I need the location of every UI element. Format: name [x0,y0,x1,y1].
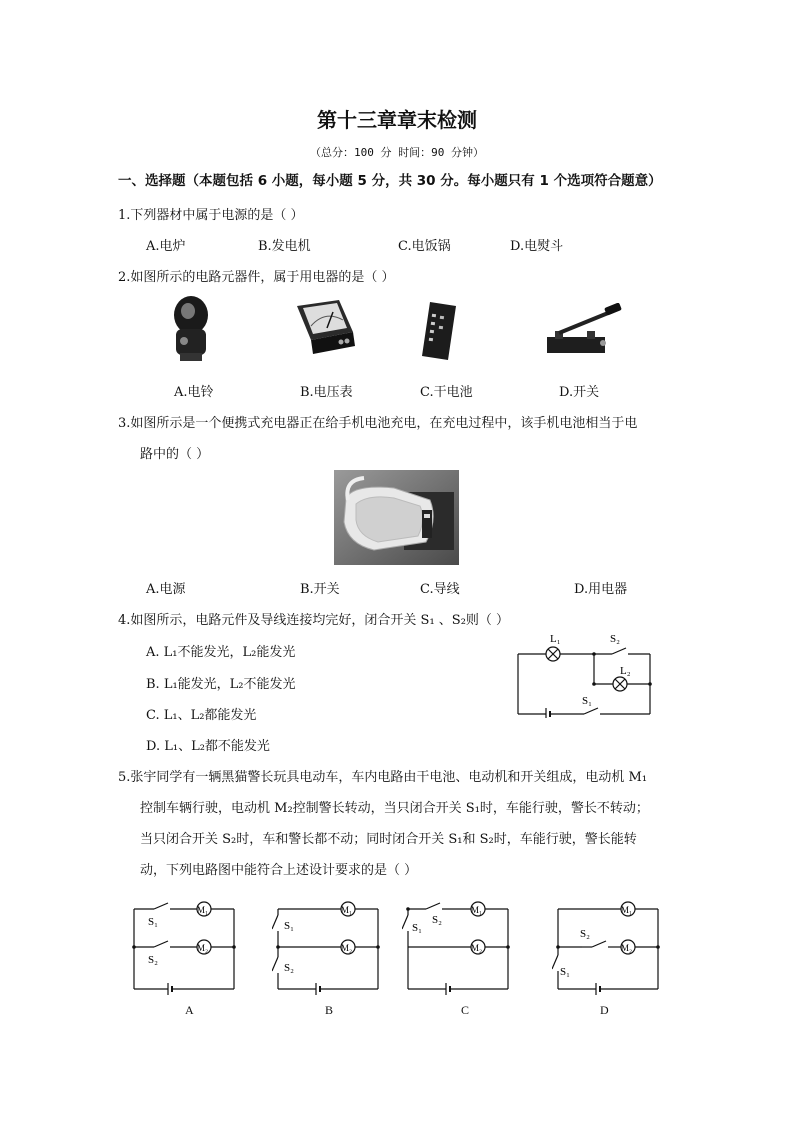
page-title: 第十三章章末检测 [317,108,477,132]
question-1-stem: 1.下列器材中属于电源的是（ ） [118,208,304,223]
q1-option-c: C.电饭锅 [398,239,451,254]
knife-switch-image [543,303,625,359]
q5-circuit-a [128,895,240,995]
section-heading: 一、选择题（本题包括 6 小题，每小题 5 分，共 30 分。每小题只有 1 个选项符合题意） [118,173,662,189]
d-m1-label: M₁ [621,905,633,915]
q3-option-b: B.开关 [300,582,340,597]
b-m2-label: M₂ [341,943,353,953]
q5-label-d: D [600,1003,609,1017]
q1-option-a: A.电炉 [146,239,186,254]
q5-circuit-b [272,895,384,995]
s2-label: S₂ [610,633,620,645]
q2-option-b: B.电压表 [300,385,353,400]
c-m2-label: M₂ [471,943,483,953]
q3-option-c: C.导线 [420,582,460,597]
question-3-stem-line-1: 3.如图所示是一个便携式充电器正在给手机电池充电，在充电过程中，该手机电池相当于电 [118,416,638,431]
q4-circuit-diagram [512,630,657,718]
q2-option-a: A.电铃 [174,385,214,400]
q4-option-d: D. L₁、L₂都不能发光 [146,739,270,754]
q5-label-b: B [325,1003,334,1017]
q5-circuit-c [402,895,514,995]
d-s1-label: S₁ [560,966,570,978]
c-m1-label: M₁ [471,905,483,915]
question-5-line-1: 5.张宇同学有一辆黑猫警长玩具电动车，车内电路由干电池、电动机和开关组成，电动机 M₁ [118,770,648,785]
q4-option-a: A. L₁不能发光，L₂能发光 [146,645,296,660]
b-s2-label: S₂ [284,962,294,974]
exam-info: （总分：100 分 时间：90 分钟） [310,146,484,159]
a-s2-label: S₂ [148,954,158,966]
question-4-stem: 4.如图所示，电路元件及导线连接均完好，闭合开关 S₁ 、S₂则（ ） [118,613,510,628]
q3-option-d: D.用电器 [574,582,628,597]
question-5-line-3: 当只闭合开关 S₂时，车和警长都不动；同时闭合开关 S₁和 S₂时，车能行驶，警长能转 [140,832,637,847]
d-s2-label: S₂ [580,928,590,940]
l2-label: L₂ [620,665,631,677]
q4-option-c: C. L₁、L₂都能发光 [146,708,257,723]
question-2-stem: 2.如图所示的电路元器件，属于用电器的是（ ） [118,270,395,285]
b-m1-label: M₁ [341,905,353,915]
c-s2-label: S₂ [432,914,442,926]
q1-option-b: B.发电机 [258,239,311,254]
q5-label-a: A [185,1003,194,1017]
q5-label-c: C [461,1003,470,1017]
b-s1-label: S₁ [284,920,294,932]
question-5-line-4: 动，下列电路图中能符合上述设计要求的是（ ） [140,863,418,878]
s1-label: S₁ [582,695,592,707]
question-3-stem-line-2: 路中的（ ） [140,447,210,462]
a-m1-label: M₁ [197,905,209,915]
q2-option-d: D.开关 [559,385,600,400]
q2-option-c: C.干电池 [420,385,473,400]
q4-option-b: B. L₁能发光，L₂不能发光 [146,677,296,692]
electric-bell-image [166,293,216,365]
c-s1-label: S₁ [412,922,422,934]
q3-option-a: A.电源 [146,582,186,597]
a-m2-label: M₂ [197,943,209,953]
question-5-line-2: 控制车辆行驶，电动机 M₂控制警长转动，当只闭合开关 S₁时，车能行驶，警长不转动； [140,801,649,816]
l1-label: L₁ [550,633,561,645]
a-s1-label: S₁ [148,916,158,928]
q5-circuit-d [552,895,664,995]
d-m2-label: M₂ [621,943,633,953]
voltmeter-image [293,298,357,358]
q1-option-d: D.电熨斗 [510,239,564,254]
charger-photo [334,470,459,565]
dry-cell-image [418,300,464,362]
